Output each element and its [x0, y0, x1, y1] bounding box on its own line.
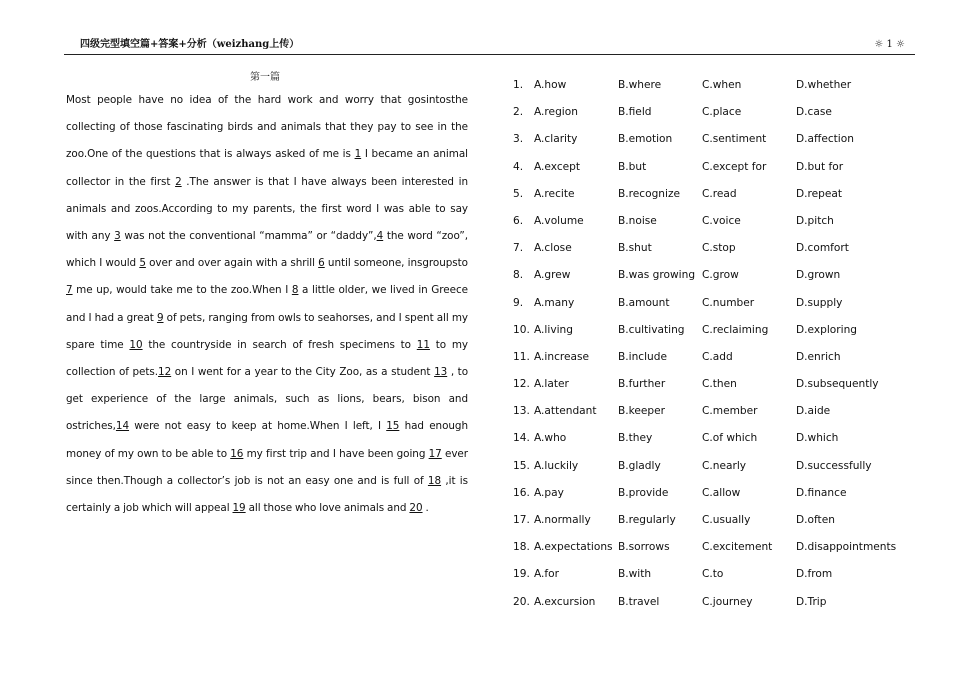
question-number: 10. [513, 323, 530, 336]
question-number: 1. [513, 79, 524, 91]
option-c: C.except for [702, 160, 767, 173]
question-row [513, 373, 933, 400]
option-b: B.emotion [618, 133, 673, 146]
question-row [513, 427, 933, 454]
passage-text: a little older, we lived in Greece and I had a great [66, 284, 468, 324]
question-row [513, 536, 933, 563]
option-c: C.read [702, 187, 737, 200]
question-number: 13. [513, 405, 530, 418]
question-row [513, 591, 933, 618]
blank-number: 19 [232, 502, 246, 515]
option-d: D.enrich [796, 350, 841, 363]
passage-text: . [422, 502, 429, 515]
question-row [513, 183, 933, 210]
passage-text: .The answer is that I have always been interested in animals and zoos.According to my parents, the first word I was able to say with any [66, 175, 468, 243]
option-c: C.to [702, 568, 724, 581]
passage-text: until someone, insgroupsto [324, 257, 468, 270]
option-b: B.sorrows [618, 541, 670, 554]
question-row [513, 128, 933, 155]
question-number: 18. [513, 541, 530, 554]
passage-text: , to get experience of the large animals, such as lions, bears, bison and ostriches, [66, 366, 469, 433]
option-c: C.place [702, 106, 742, 119]
blank-number: 7 [66, 284, 73, 297]
option-c: C.when [702, 79, 742, 91]
option-d: D.successfully [796, 459, 872, 472]
option-a: A.pay [534, 486, 564, 499]
option-c: C.grow [702, 269, 739, 282]
option-a: A.luckily [534, 459, 579, 472]
option-b: B.amount [618, 296, 670, 309]
passage-text: the countryside in search of fresh specimens to [142, 338, 417, 351]
passage-text: the word “zoo”, which I would [66, 230, 468, 270]
option-d: D.supply [796, 296, 843, 309]
option-a: A.region [534, 106, 578, 119]
blank-number: 1 [354, 148, 362, 161]
question-row [513, 74, 933, 101]
option-b: B.provide [618, 486, 669, 499]
passage-text: ,it is certainly a job which will appeal [66, 474, 468, 515]
passage-text: Most people have no idea of the hard work and worry that gosintosthe collecting of those fascinating birds and animals that they pay to see in the zoo.One of the questions that is always asked of me is [66, 94, 468, 161]
option-c: C.voice [702, 214, 741, 227]
header-title: 四级完型填空篇+答案+分析（weizhang上传） [80, 39, 300, 50]
option-c: C.add [702, 350, 733, 363]
option-c: C.journey [702, 595, 753, 608]
blank-number: 15 [386, 420, 400, 433]
option-d: D.from [796, 568, 833, 581]
passage-text: over and over again with a shrill [145, 257, 319, 270]
page-header [64, 38, 915, 55]
option-b: B.they [618, 432, 653, 445]
question-number: 17. [513, 514, 530, 526]
blank-number: 8 [291, 284, 299, 297]
blank-number: 17 [428, 447, 442, 460]
option-a: A.clarity [534, 133, 578, 146]
option-b: B.recognize [618, 187, 681, 200]
passage-text: of pets, ranging from owls to seahorses, and I spent all my spare time [66, 311, 468, 351]
option-d: D.repeat [796, 187, 843, 200]
question-row [513, 101, 933, 128]
passage-text: my first trip and I have been going [243, 447, 429, 460]
option-c: C.of which [702, 432, 758, 445]
option-d: D.affection [796, 133, 854, 146]
option-c: C.then [702, 378, 737, 391]
option-d: D.but for [796, 160, 844, 173]
option-b: B.where [618, 79, 662, 91]
option-a: A.who [534, 432, 567, 445]
blank-number: 16 [230, 447, 244, 460]
blank-number: 9 [156, 311, 164, 324]
option-a: A.later [534, 378, 569, 391]
option-a: A.attendant [534, 405, 597, 418]
question-number: 7. [513, 242, 524, 255]
option-d: D.pitch [796, 214, 834, 227]
option-b: B.further [618, 378, 666, 391]
option-d: D.comfort [796, 242, 849, 255]
question-number: 14. [513, 432, 530, 445]
option-b: B.include [618, 350, 668, 363]
option-a: A.increase [534, 350, 590, 363]
blank-number: 5 [139, 257, 146, 270]
question-number: 4. [513, 160, 524, 173]
option-a: A.living [534, 323, 573, 336]
option-c: C.allow [702, 486, 741, 499]
option-b: B.keeper [618, 405, 666, 418]
option-d: D.finance [796, 486, 847, 499]
question-number: 3. [513, 133, 524, 146]
passage-text: had enough money of my own to be able to [66, 420, 468, 460]
option-b: B.field [618, 106, 652, 119]
question-number: 2. [513, 106, 524, 119]
option-a: A.many [534, 296, 575, 309]
question-number: 8. [513, 269, 524, 282]
passage-text: were not easy to keep at home.When I left, I [129, 420, 387, 433]
question-number: 16. [513, 486, 530, 499]
question-number: 9. [513, 296, 524, 309]
question-row [513, 156, 933, 183]
blank-number: 6 [318, 257, 325, 270]
blank-number: 2 [175, 175, 182, 188]
question-row [513, 346, 933, 373]
blank-number: 12 [158, 366, 172, 379]
option-a: A.recite [534, 187, 575, 200]
option-d: D.grown [796, 269, 841, 282]
option-a: A.except [534, 160, 581, 173]
question-row [513, 210, 933, 237]
question-number: 20. [513, 595, 530, 608]
option-d: D.often [796, 514, 835, 526]
passage-text: was not the conventional “mamma” or “daddy”, [120, 230, 377, 243]
question-number: 19. [513, 568, 530, 581]
passage-text: to my collection of pets. [66, 338, 468, 379]
section-title: 第一篇 [250, 72, 280, 83]
option-c: C.excitement [702, 541, 773, 554]
question-row [513, 400, 933, 427]
option-d: D.which [796, 432, 839, 445]
option-d: D.aide [796, 405, 831, 418]
blank-number: 14 [115, 420, 130, 433]
option-a: A.grew [534, 269, 571, 282]
passage-text: I became an animal collector in the first [66, 148, 468, 188]
option-c: C.usually [702, 514, 751, 526]
question-row [513, 482, 933, 509]
answer-options-list [513, 74, 933, 618]
question-number: 6. [513, 214, 524, 227]
option-a: A.expectations [534, 541, 613, 554]
option-d: D.whether [796, 79, 852, 91]
option-b: B.travel [618, 595, 660, 608]
option-d: D.case [796, 106, 832, 119]
option-a: A.excursion [534, 595, 596, 608]
question-number: 12. [513, 378, 530, 391]
option-a: A.close [534, 242, 572, 255]
question-row [513, 264, 933, 291]
option-c: C.stop [702, 242, 736, 255]
question-row [513, 237, 933, 264]
option-b: B.gladly [618, 459, 661, 472]
option-b: B.but [618, 160, 647, 173]
option-d: D.disappointments [796, 541, 897, 554]
question-row [513, 319, 933, 346]
option-c: C.number [702, 296, 755, 309]
question-number: 15. [513, 459, 530, 472]
blank-number: 20 [409, 502, 423, 515]
page-number: ☼ 1 ☼ [874, 39, 905, 50]
option-c: C.reclaiming [702, 323, 769, 336]
option-d: D.exploring [796, 323, 858, 336]
passage-text: all those who love animals and [245, 502, 410, 515]
option-d: D.Trip [796, 595, 827, 608]
option-c: C.sentiment [702, 133, 767, 146]
question-row [513, 455, 933, 482]
option-d: D.subsequently [796, 378, 879, 391]
option-b: B.cultivating [618, 323, 685, 336]
option-a: A.volume [534, 214, 584, 227]
blank-number: 13 [434, 366, 448, 379]
blank-number: 10 [129, 338, 143, 351]
option-b: B.with [618, 568, 652, 581]
option-b: B.noise [618, 214, 657, 227]
passage-text: ever since then.Though a collector’s job is not an easy one and is full of [66, 447, 468, 487]
passage-text: on I went for a year to the City Zoo, as a student [171, 366, 435, 379]
question-row [513, 509, 933, 536]
cloze-passage [66, 87, 468, 522]
blank-number: 11 [416, 338, 430, 351]
option-a: A.for [534, 568, 559, 581]
blank-number: 4 [376, 230, 384, 243]
question-number: 11. [513, 350, 530, 363]
option-a: A.normally [534, 514, 591, 526]
option-c: C.nearly [702, 459, 747, 472]
option-b: B.shut [618, 242, 652, 255]
question-row [513, 292, 933, 319]
passage-text: me up, would take me to the zoo.When I [72, 284, 292, 297]
option-c: C.member [702, 405, 758, 418]
question-number: 5. [513, 187, 524, 200]
question-row [513, 563, 933, 590]
blank-number: 18 [427, 474, 442, 487]
option-a: A.how [534, 79, 567, 91]
blank-number: 3 [114, 230, 121, 243]
option-b: B.regularly [618, 514, 676, 526]
option-b: B.was growing [618, 269, 696, 282]
